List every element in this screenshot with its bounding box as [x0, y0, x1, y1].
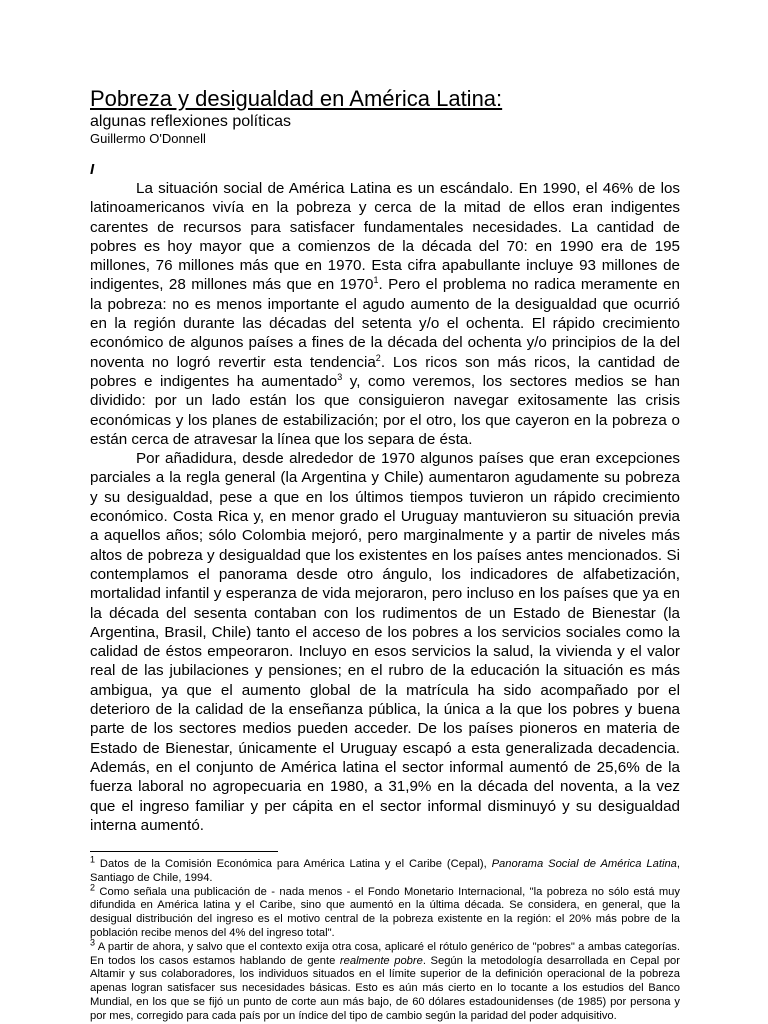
footnote-ref-2: 2 — [375, 352, 381, 363]
footnote-text: Como señala una publicación de - nada menos - el Fondo Monetario Internacional, "la pobreza no sólo está muy difundida en América latina y el Caribe, sino que aumentó en la última década. Se considera, en general, que la desigual distribución del ingreso es el motivo central de la pobreza existente en la región: el 20% más pobre de la población recibe menos del 4% del ingreso total". — [90, 885, 680, 940]
footnote-text-end: , Santiago de Chile, 1994. — [90, 858, 680, 884]
footnote-citation-title: Panorama Social de América Latina — [491, 858, 677, 871]
footnote-1 — [90, 854, 680, 886]
document-page — [90, 86, 680, 1024]
footnote-text-end: . Según la metodología desarrollada en Cepal por Altamir y sus colaboradores, los individuos situados en el límite superior de la definición operacional de la pobreza apenas logran satisfacer sus necesidades básicas. Esto es aún más cierto en lo tocante a los estudios del Banco Mundial, en los que se fijó un punto de corte aun más bajo, de 60 dólares estadounidenses (de 1985) por persona y por mes, corregido para cada país por un índice del tipo de cambio según la paridad del poder adquisitivo. — [90, 954, 680, 1022]
footnote-number: 1 — [90, 854, 96, 865]
paragraph-1 — [90, 179, 680, 449]
footnote-divider — [90, 851, 278, 852]
paragraph-1-text-d: y, como veremos, los sectores medios se han dividido: por un lado están los que consiguieron navegar exitosamente las crisis económicas y los planes de estabilización; por el otro, los que cayeron en la pobreza o están cerca de atravesar la línea que los separa de ésta. — [90, 372, 680, 448]
footnote-emphasis: realmente pobre — [339, 954, 423, 967]
document-title: Pobreza y desigualdad en América Latina: — [90, 86, 503, 111]
footnote-ref-1: 1 — [373, 275, 379, 286]
footnote-2 — [90, 881, 680, 941]
section-marker: I — [90, 161, 95, 178]
footnote-ref-3: 3 — [337, 371, 343, 382]
paragraph-1-text-a: La situación social de América Latina es un escándalo. En 1990, el 46% de los latinoamericanos vivía en la pobreza y cerca de la mitad de ellos eran indigentes carentes de recursos para satisfacer fundamentales necesidades. La cantidad de pobres es hoy mayor que a comienzos de la década del 70: en 1990 era de 195 millones, 76 millones más que en 1970. Esta cifra apabullante incluye 93 millones de indigentes, 28 millones más que en 1970 — [90, 180, 680, 294]
document-subtitle: algunas reflexiones políticas — [90, 113, 292, 130]
author-name: Guillermo O'Donnell — [90, 131, 206, 146]
paragraph-1-text-c: . Los ricos son más ricos, la cantidad de pobres e indigentes ha aumentado — [90, 353, 680, 390]
footnote-text: Datos de la Comisión Económica para América Latina y el Caribe (Cepal), — [95, 858, 492, 871]
footnote-number: 2 — [90, 881, 96, 892]
footnote-3 — [90, 937, 680, 1024]
footnote-number: 3 — [90, 937, 96, 948]
footnote-text: A partir de ahora, y salvo que el contexto exija otra cosa, aplicaré el rótulo genérico de "pobres" a ambas categorías. En todos los casos estamos hablando de gente — [90, 940, 680, 967]
paragraph-1-text-b: . Pero el problema no radica meramente en la pobreza: no es menos importante el agudo aumento de la desigualdad que ocurrió en la región durante las décadas del setenta y/o el ochenta. El rápido crecimiento económico de algunos países a fines de la década del ochenta y/o principios de la del noventa no logró revertir esta tendencia — [90, 276, 680, 371]
paragraph-2: Por añadidura, desde alrededor de 1970 algunos países que eran excepciones parciales a la regla general (la Argentina y Chile) aumentaron agudamente su pobreza y su desigualdad, pese a que en los últimos tiempos tuvieron un rápido crecimiento económico. Costa Rica y, en menor grado el Uruguay mantuvieron su situación previa a aquellos años; sólo Colombia mejoró, pero marginalmente y a partir de niveles más altos de pobreza y desigualdad que los existentes en los países antes mencionados. Si contemplamos el panorama desde otro ángulo, los indicadores de alfabetización, mortalidad infantil y esperanza de vida mejoraron, pero incluso en los países que ya en la década del sesenta contaban con los rudimentos de un Estado de Bienestar (la Argentina, Brasil, Chile) tanto el acceso de los pobres a los servicios sociales como la calidad de éstos empeoraron. Incluyo en esos servicios la salud, la vivienda y el valor real de las jubilaciones y pensiones; en el rubro de la educación la situación es más ambigua, ya que el aumento global de la matrícula ha sido acompañado por el deterioro de la calidad de la enseñanza pública, la única a la que los pobres y buena parte de los sectores medios pueden acceder. De los países pioneros en materia de Estado de Bienestar, únicamente el Uruguay escapó a esta generalizada decadencia. Además, en el conjunto de América latina el sector informal aumentó de 25,6% de la fuerza laboral no agropecuaria en 1980, a 31,9% en la década del noventa, a la vez que el ingreso familiar y per cápita en el sector informal disminuyó y su desigualdad interna aumentó. — [90, 450, 680, 834]
